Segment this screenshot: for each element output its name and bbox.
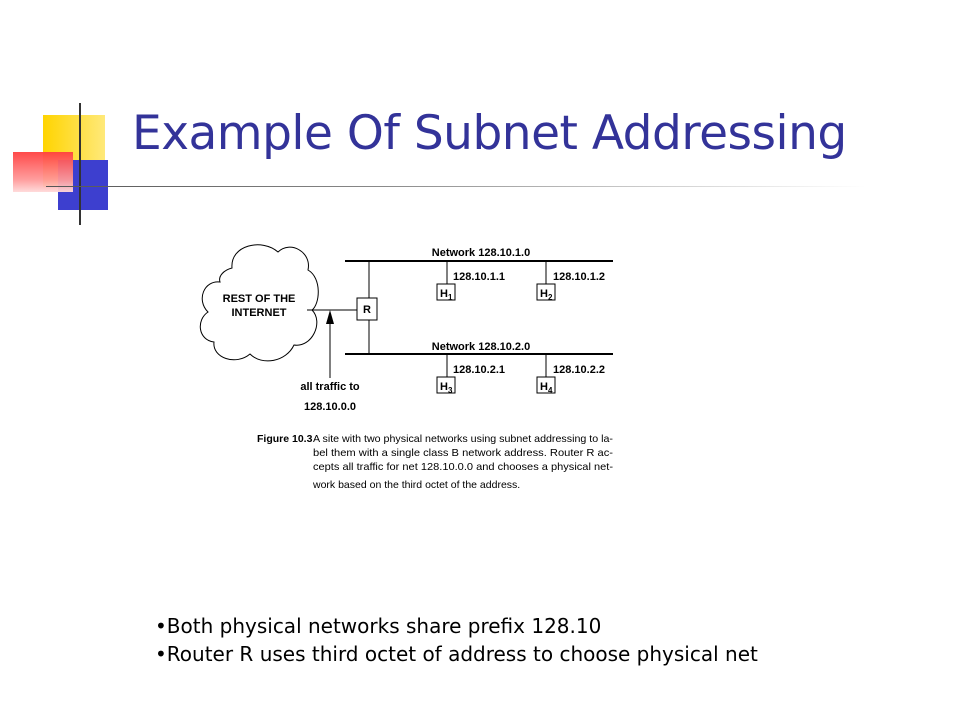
h1-ip: 128.10.1.1: [453, 271, 505, 283]
host-h3-label: $H_3$: [440, 381, 453, 395]
network2-label: Network 128.10.2.0: [431, 341, 531, 353]
h2-ip: 128.10.1.2: [553, 271, 605, 283]
host-h1-label: $H_1$: [440, 288, 453, 302]
traffic-label-line1: all traffic to: [300, 381, 360, 393]
bullet-item: • Router R uses third octet of address to choose physical net: [155, 640, 758, 668]
cloud-label-line1: REST OF THE: [222, 293, 296, 305]
caption-line-4: work based on the third octet of the address.: [313, 479, 521, 491]
host-h4-label: $H_4$: [540, 381, 553, 395]
figure-caption: [257, 433, 614, 491]
bullet-list: [155, 612, 758, 668]
slide-title: Example Of Subnet Addressing: [132, 106, 847, 161]
traffic-arrow-head: [326, 310, 334, 324]
h3-ip: 128.10.2.1: [453, 364, 505, 376]
bullet-item: • Both physical networks share prefix 128.10: [155, 612, 758, 640]
caption-line-1: A site with two physical networks using subnet addressing to la-: [313, 433, 614, 445]
caption-line-3: cepts all traffic for net 128.10.0.0 and chooses a physical net-: [313, 461, 614, 473]
network1-label: Network 128.10.1.0: [431, 247, 531, 259]
cloud-label-line2: INTERNET: [231, 307, 287, 319]
traffic-label-line2: 128.10.0.0: [304, 401, 356, 413]
h4-ip: 128.10.2.2: [553, 364, 605, 376]
caption-line-2: bel them with a single class B network address. Router R ac-: [313, 447, 614, 459]
caption-figure-number: Figure 10.3: [257, 433, 313, 445]
host-h2-label: $H_2$: [540, 288, 553, 302]
router-label: R: [363, 304, 371, 316]
